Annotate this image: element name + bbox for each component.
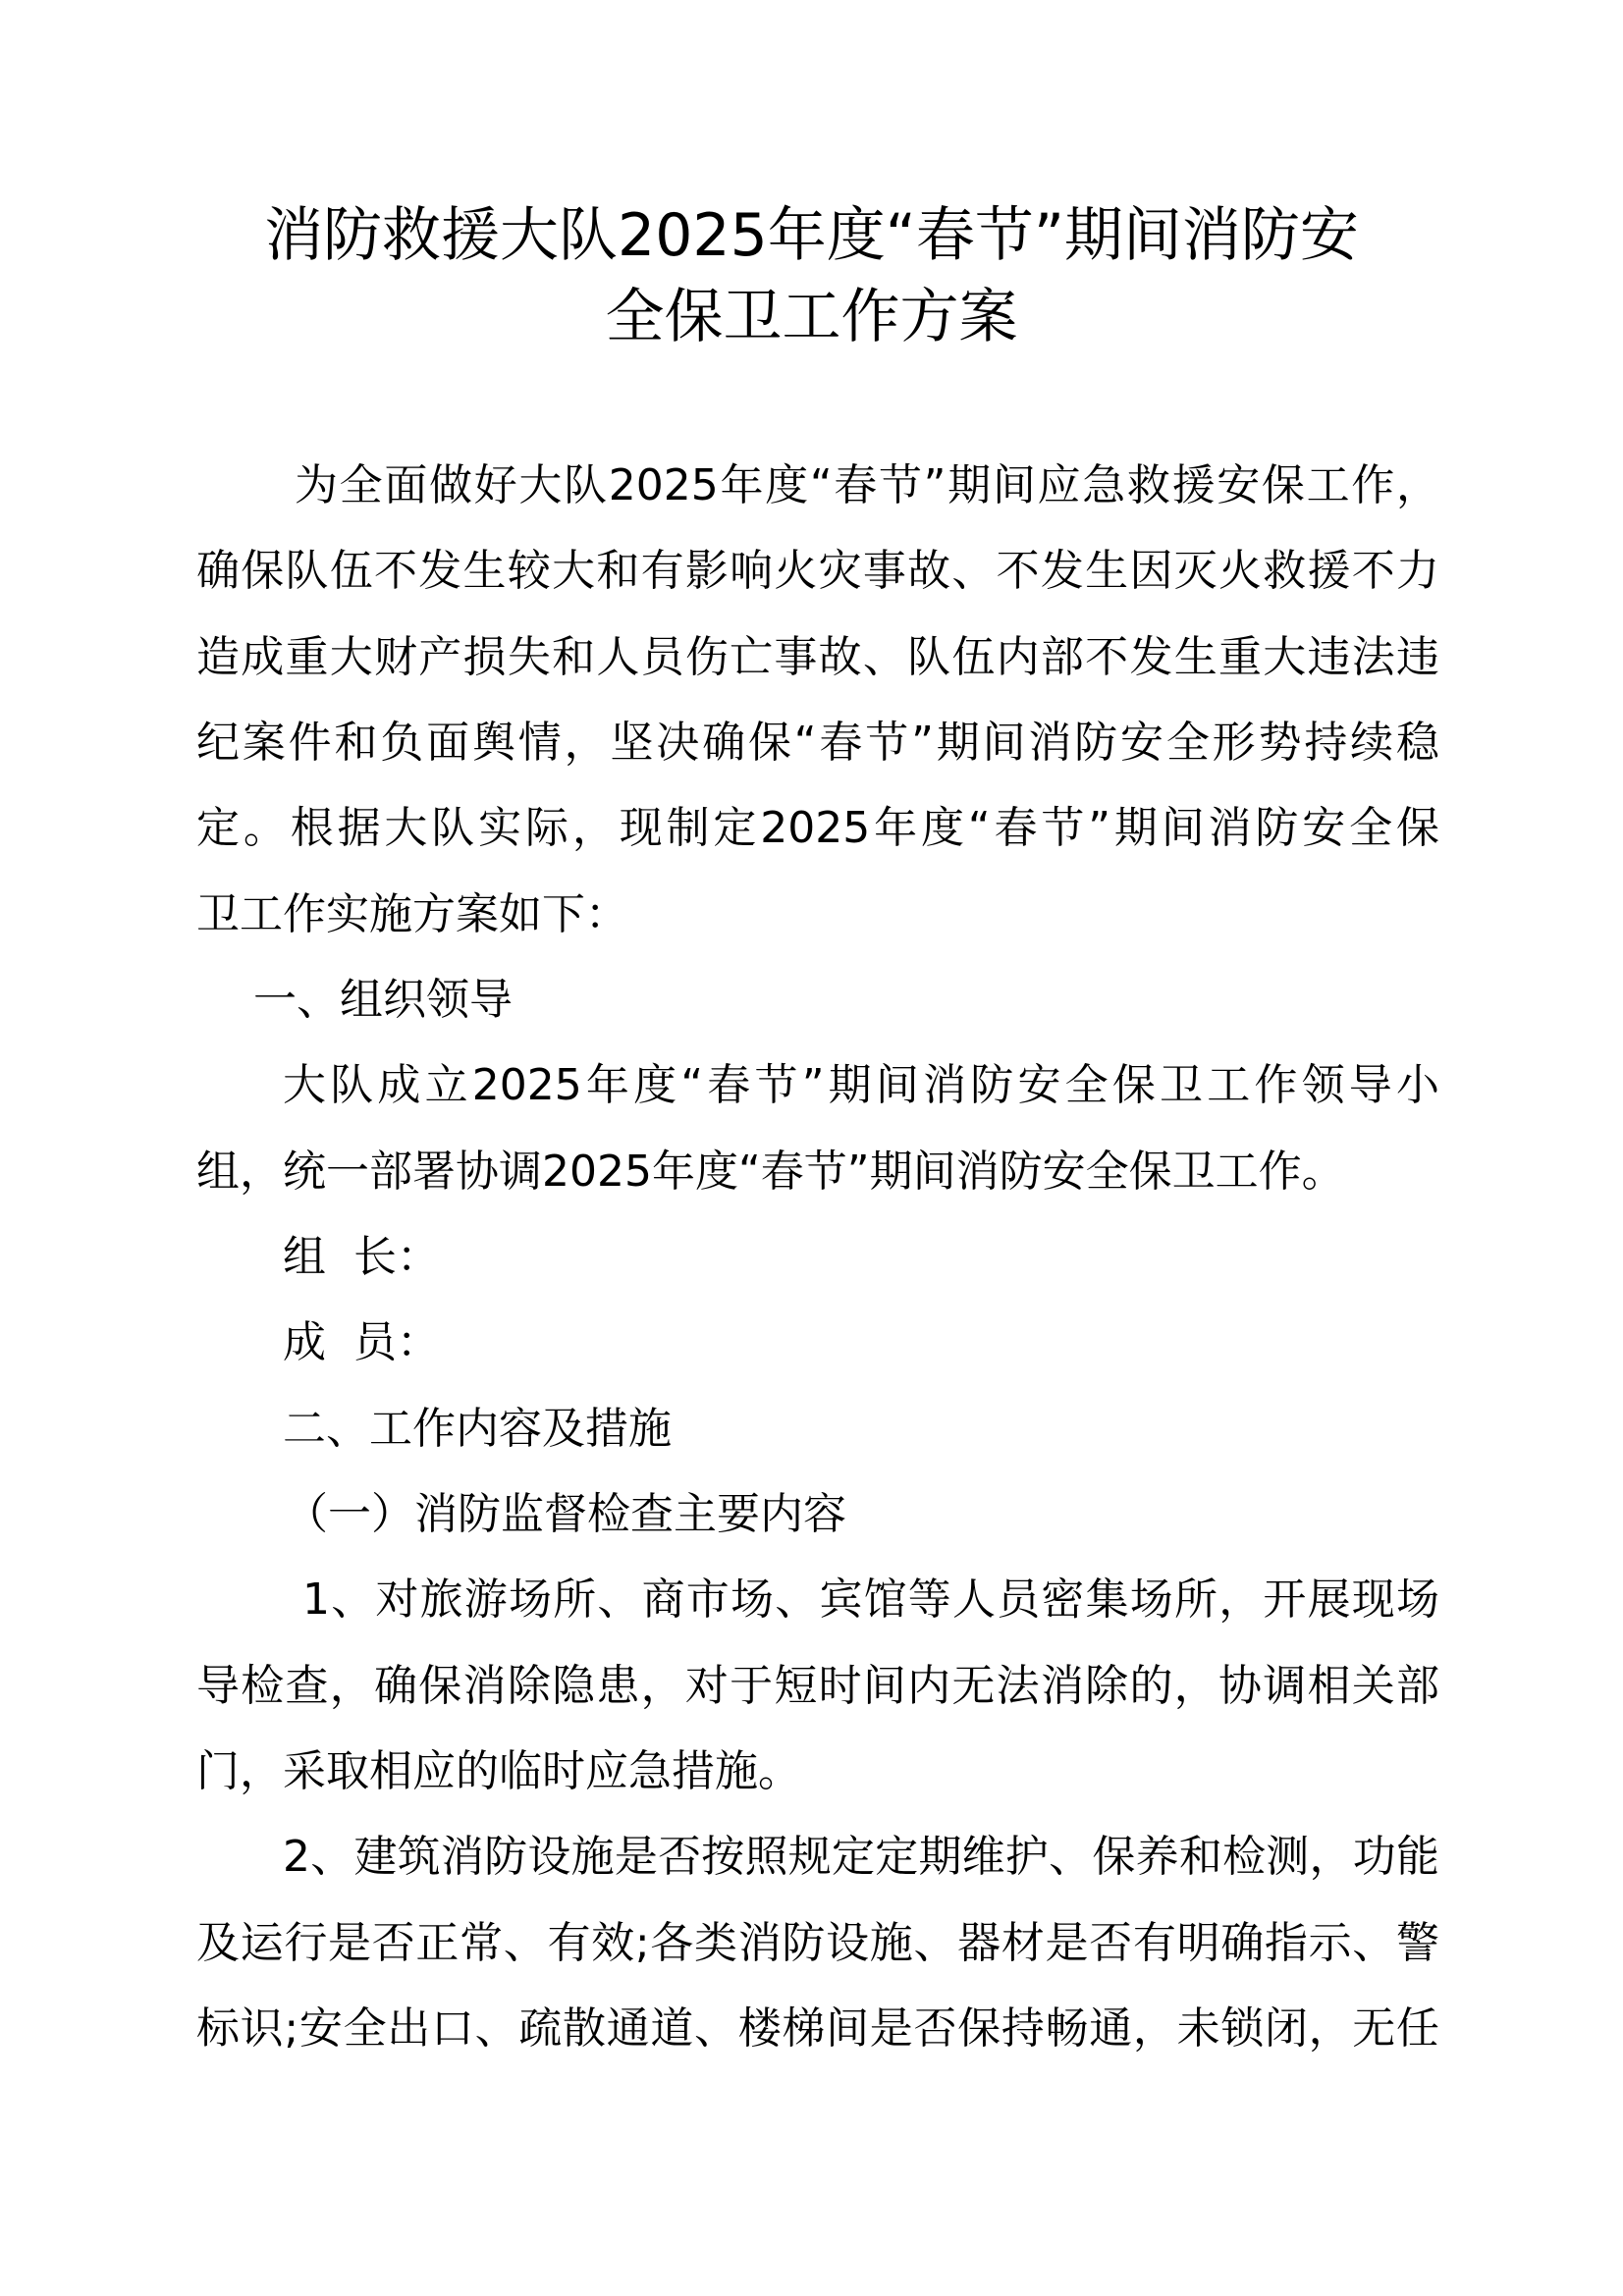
group-members-label: 成 员： <box>283 1317 440 1367</box>
paragraph-intro-line: 为全面做好大队2025年度“春节”期间应急救援安保工作， <box>295 460 1439 510</box>
paragraph-organization-line: 大队成立2025年度“春节”期间消防安全保卫工作领导小 <box>283 1060 1439 1110</box>
paragraph-organization-line: 组，统一部署协调2025年度“春节”期间消防安全保卫工作。 <box>196 1147 1345 1197</box>
paragraph-intro-line: 纪案件和负面舆情，坚决确保“春节”期间消防安全形势持续稳 <box>196 718 1439 768</box>
item-2-line: 2、建筑消防设施是否按照规定定期维护、保养和检测，功能 <box>283 1832 1439 1882</box>
paragraph-intro-line: 造成重大财产损失和人员伤亡事故、队伍内部不发生重大违法违 <box>196 632 1439 682</box>
item-1-line: 导检查，确保消除隐患，对于短时间内无法消除的，协调相关部 <box>196 1661 1439 1711</box>
section-heading-measures: 二、工作内容及措施 <box>283 1404 672 1454</box>
paragraph-intro-line: 卫工作实施方案如下： <box>196 889 628 939</box>
section-heading-organization: 一、组织领导 <box>253 975 513 1025</box>
item-2-line: 及运行是否正常、有效;各类消防设施、器材是否有明确指示、警 <box>196 1918 1439 1968</box>
paragraph-intro-line: 定。根据大队实际，现制定2025年度“春节”期间消防安全保 <box>196 803 1439 853</box>
group-leader-label: 组 长： <box>283 1232 440 1282</box>
subsection-heading-inspection: （一）消防监督检查主要内容 <box>285 1489 846 1539</box>
paragraph-intro-line: 确保队伍不发生较大和有影响火灾事故、不发生因灭火救援不力 <box>196 546 1439 596</box>
item-2-line: 标识;安全出口、疏散通道、楼梯间是否保持畅通，未锁闭，无任 <box>196 2003 1439 2054</box>
item-1-line: 1、对旅游场所、商市场、宾馆等人员密集场所，开展现场 <box>302 1575 1439 1625</box>
title-line-2: 全保卫工作方案 <box>605 283 1018 351</box>
item-1-line: 门，采取相应的临时应急措施。 <box>196 1746 801 1796</box>
title-line-1: 消防救援大队2025年度“春节”期间消防安 <box>264 201 1359 270</box>
